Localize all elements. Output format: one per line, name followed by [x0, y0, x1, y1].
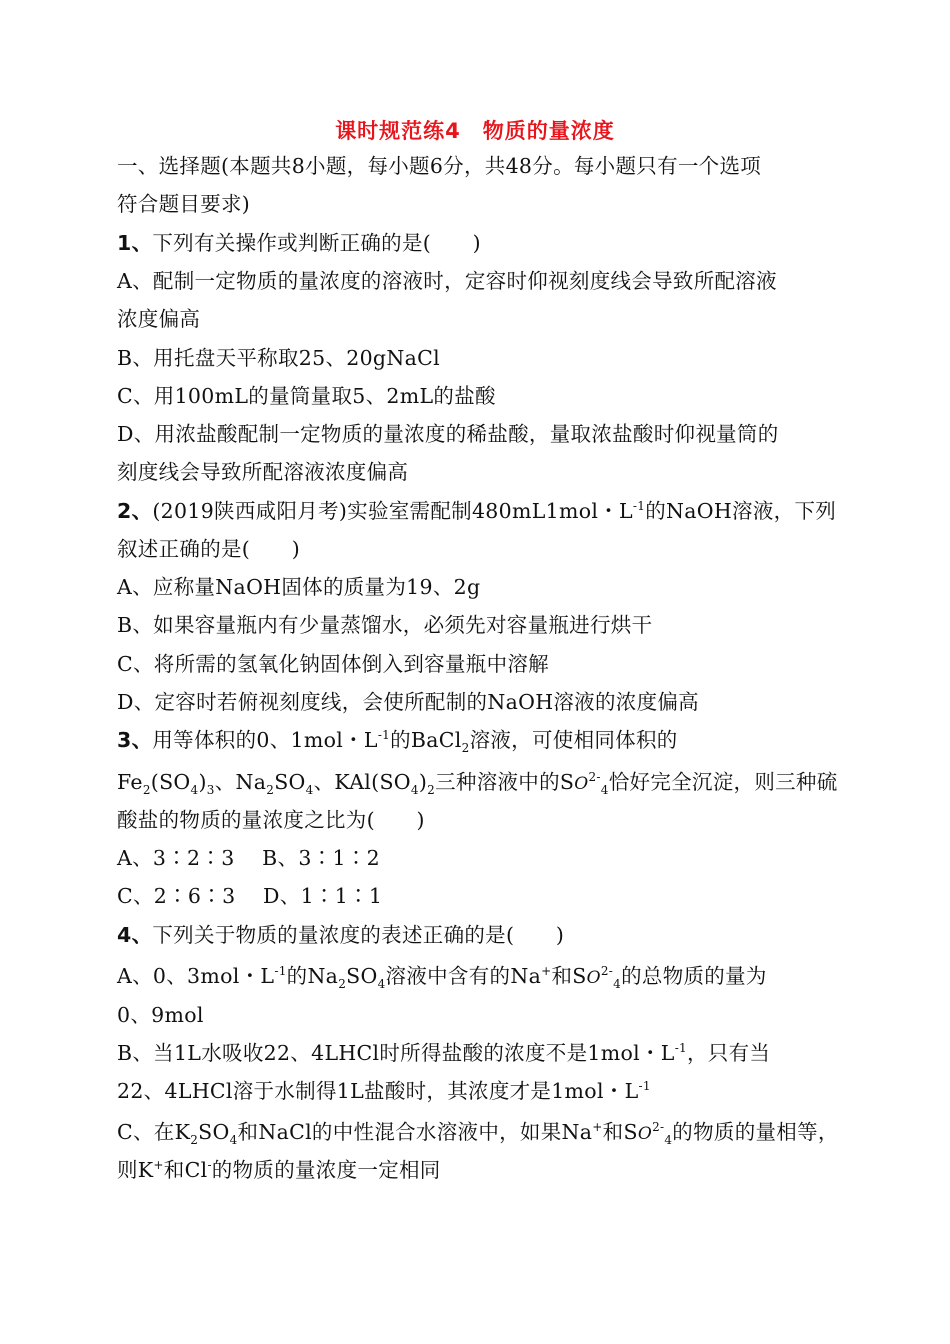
question-3-stem-line3	[117, 805, 425, 835]
option-text: 的物质的量浓度一定相同	[211, 1158, 441, 1182]
option-text: D、用浓盐酸配制一定物质的量浓度的稀盐酸，量取浓盐酸时仰视量筒的	[117, 422, 779, 446]
question-2-option-a	[117, 572, 480, 602]
question-3-stem	[117, 725, 678, 755]
question-number: 1、	[117, 231, 153, 255]
question-4-option-b-cont	[117, 1076, 651, 1106]
question-number: 2、	[117, 499, 153, 523]
option-text: 和S	[551, 964, 587, 988]
subscript: 4	[600, 783, 609, 798]
question-4-option-c-cont	[117, 1155, 441, 1185]
superscript: -1	[377, 728, 391, 743]
subscript: 4	[613, 977, 622, 992]
option-text: ，只有当	[686, 1041, 771, 1065]
superscript: -1	[274, 964, 287, 979]
option-text: A、应称量NaOH固体的质量为19、2g	[117, 575, 481, 599]
sulfate-ion: O	[586, 968, 601, 988]
question-number: 3、	[117, 728, 153, 752]
option-text: 刻度线会导致所配溶液浓度偏高	[117, 460, 409, 484]
option-text: D、定容时若俯视刻度线，会使所配制的NaOH溶液的浓度偏高	[117, 690, 699, 714]
subscript: 4	[190, 783, 199, 798]
question-1-option-a-cont	[117, 304, 200, 334]
option-text: C、将所需的氢氧化钠固体倒入到容量瓶中溶解	[117, 652, 549, 676]
subscript: 2	[461, 741, 470, 756]
sulfate-ion: O	[574, 774, 589, 794]
subscript: 2	[266, 783, 275, 798]
option-text: 溶液中含有的Na	[385, 964, 542, 988]
superscript: -1	[632, 499, 646, 514]
subscript: 4	[305, 783, 314, 798]
option-text: 的总物质的量为	[621, 964, 767, 988]
question-1-option-d	[117, 419, 779, 449]
option-text: A、0、3mol・L	[117, 964, 275, 988]
superscript: 2-	[588, 770, 601, 785]
option-text: A、3∶2∶3 B、3∶1∶2	[117, 846, 380, 870]
option-text: B、当1L水吸收22、4LHCl时所得盐酸的浓度不是1mol・L	[117, 1041, 675, 1065]
question-text: 恰好完全沉淀，则三种硫	[608, 770, 838, 794]
section-text-line1: 一、选择题(本题共8小题，每小题6分，共48分。每小题只有一个选项	[117, 154, 762, 178]
question-2-option-d	[117, 687, 699, 717]
superscript: +	[541, 964, 552, 979]
question-3-options-cd	[117, 881, 382, 911]
question-text: 溶液，可使相同体积的	[469, 728, 678, 752]
question-2-stem-cont	[117, 534, 300, 564]
question-text: (2019陕西咸阳月考)实验室需配制480mL1mol・L	[152, 499, 633, 523]
question-2-stem	[117, 496, 836, 526]
option-text: 22、4LHCl溶于水制得1L盐酸时，其浓度才是1mol・L	[117, 1079, 639, 1103]
question-text: 酸盐的物质的量浓度之比为( )	[117, 808, 425, 832]
question-text: 三种溶液中的S	[435, 770, 575, 794]
option-text: 则K	[117, 1158, 154, 1182]
question-4-option-c	[117, 1117, 839, 1149]
option-text: 的Na	[286, 964, 339, 988]
question-text: 叙述正确的是( )	[117, 537, 300, 561]
section-heading-cont	[117, 189, 250, 219]
subscript: 3	[206, 783, 215, 798]
question-text: 下列有关操作或判断正确的是( )	[152, 231, 481, 255]
superscript: 2-	[652, 1120, 665, 1135]
subscript: 2	[190, 1133, 199, 1148]
question-1-option-a	[117, 266, 777, 296]
formula-text: Fe	[117, 770, 143, 794]
question-4-option-a-cont	[117, 1000, 204, 1030]
question-text: 用等体积的0、1mol・L	[152, 728, 378, 752]
subscript: 4	[664, 1133, 673, 1148]
formula-text: SO	[274, 770, 306, 794]
option-text: C、用100mL的量筒量取5、2mL的盐酸	[117, 384, 496, 408]
option-text: C、2∶6∶3 D、1∶1∶1	[117, 884, 383, 908]
formula-text: )	[418, 770, 428, 794]
sulfate-ion: O	[637, 1124, 653, 1144]
option-text: B、如果容量瓶内有少量蒸馏水，必须先对容量瓶进行烘干	[117, 613, 653, 637]
option-text: SO	[346, 964, 378, 988]
formula-text: )	[198, 770, 207, 794]
option-text: 0、9mol	[117, 1003, 204, 1027]
option-text: 浓度偏高	[117, 307, 201, 331]
superscript: +	[592, 1120, 603, 1135]
superscript: 2-	[600, 964, 614, 979]
question-4-option-b	[117, 1038, 770, 1068]
formula-text: (SO	[150, 770, 191, 794]
question-4-stem	[117, 920, 564, 950]
formula-text: 、Na	[214, 770, 267, 794]
subscript: 4	[229, 1133, 238, 1148]
question-number: 4、	[117, 923, 153, 947]
option-text: 和S	[602, 1120, 638, 1144]
question-4-option-a	[117, 961, 767, 993]
question-text: 下列关于物质的量浓度的表述正确的是( )	[152, 923, 565, 947]
question-1-option-c	[117, 381, 496, 411]
option-text: A、配制一定物质的量浓度的溶液时，定容时仰视刻度线会导致所配溶液	[117, 269, 777, 293]
subscript: 4	[377, 977, 386, 992]
section-text-line2: 符合题目要求)	[117, 192, 251, 216]
subscript: 4	[410, 783, 419, 798]
option-text: 的物质的量相等，	[672, 1120, 839, 1144]
question-1-option-d-cont	[117, 457, 408, 487]
section-heading	[117, 151, 761, 181]
question-text: 的BaCl	[390, 728, 462, 752]
option-text: B、用托盘天平称取25、20gNaCl	[117, 346, 440, 370]
page-title: 课时规范练4 物质的量浓度	[335, 119, 615, 143]
question-text: 的NaOH溶液，下列	[645, 499, 837, 523]
question-3-options-ab	[117, 843, 380, 873]
option-text: 和Cl	[163, 1158, 208, 1182]
subscript: 2	[338, 977, 347, 992]
superscript: -1	[674, 1041, 687, 1056]
question-2-option-b	[117, 610, 652, 640]
question-1-option-b	[117, 343, 440, 373]
superscript: -1	[638, 1079, 651, 1094]
subscript: 2	[142, 783, 151, 798]
question-2-option-c	[117, 649, 549, 679]
option-text: SO	[198, 1120, 230, 1144]
option-text: C、在K	[117, 1120, 191, 1144]
formula-text: 、KAl(SO	[313, 770, 411, 794]
subscript: 2	[427, 783, 436, 798]
option-text: 和NaCl的中性混合水溶液中，如果Na	[237, 1120, 593, 1144]
superscript: -	[207, 1158, 212, 1173]
question-3-stem-line2	[117, 767, 838, 799]
question-1-stem	[117, 228, 481, 258]
superscript: +	[153, 1158, 164, 1173]
